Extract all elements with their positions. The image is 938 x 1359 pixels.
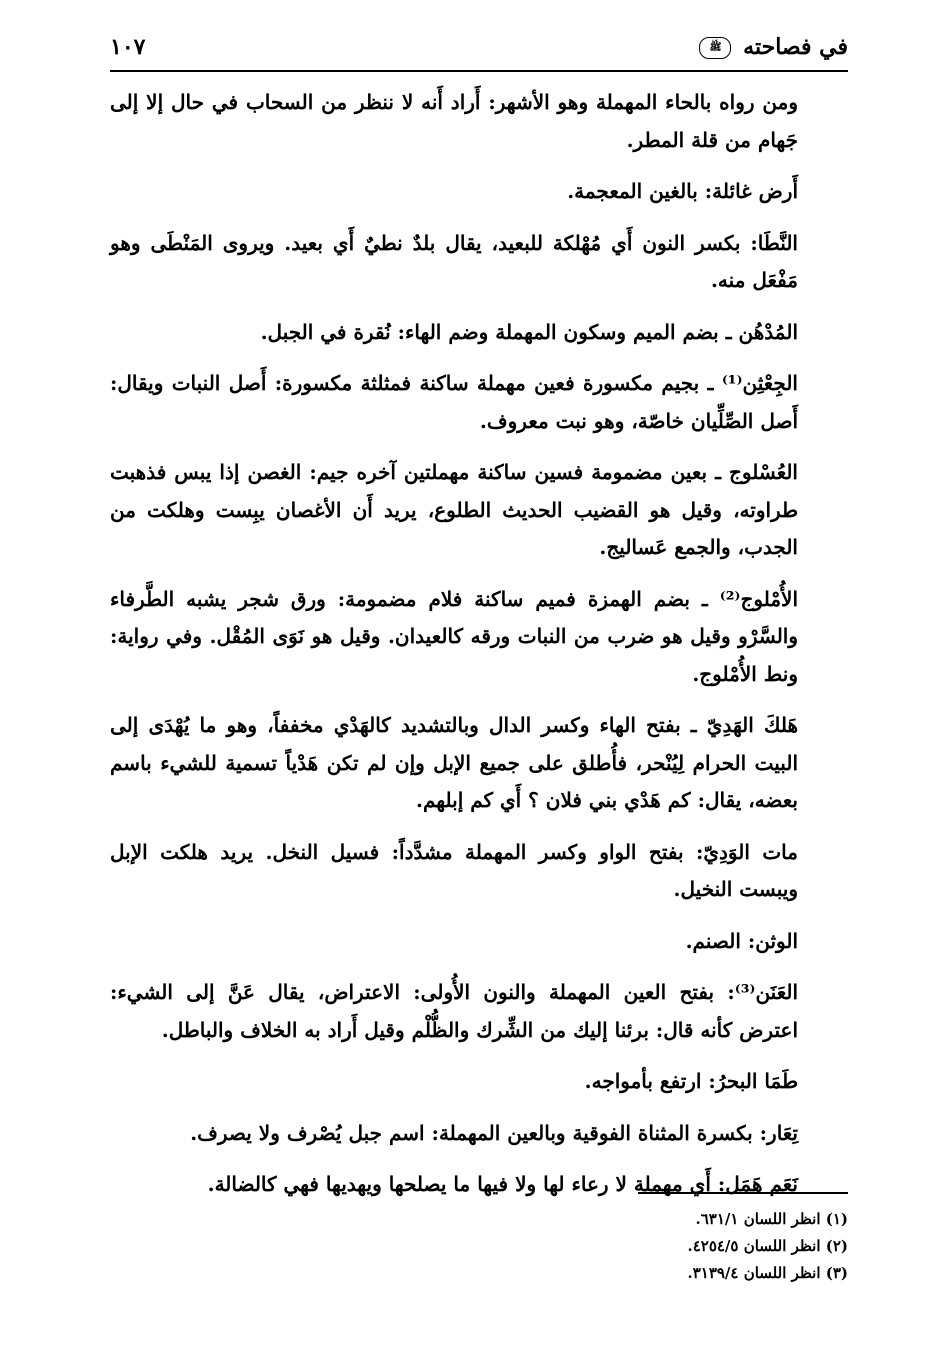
paragraph: مات الوَدِيّ: بفتح الواو وكسر المهملة مشدَّداً: فسيل النخل. يريد هلكت الإبل ويبست النخيل. bbox=[110, 839, 798, 901]
paragraph: الوثن: الصنم. bbox=[685, 928, 798, 953]
paragraph: العُسْلوج ـ بعين مضمومة فسين ساكنة مهملتين آخره جيم: الغصن إذا يبس فذهبت طراوته، وقيل هو القضيب الحديث الطلوع، يريد أَن الأغصان يبِست وهلكت من الجدب، والجمع عَساليج. bbox=[110, 460, 798, 559]
running-header bbox=[110, 28, 848, 68]
paragraph: العَنَن⁽³⁾: بفتح العين المهملة والنون الأُولى: الاعتراض، يقال عَنَّ إلى الشيء: اعترض كأنه قال: برئنا إليك من الشِّرك والظُّلْم وقيل أَراد به الخلاف والباطل. bbox=[110, 980, 798, 1042]
paragraph: تِعَار: بكسرة المثناة الفوقية وبالعين المهملة: اسم جبل يُصْرف ولا يصرف. bbox=[190, 1120, 798, 1145]
footnotes bbox=[687, 1206, 848, 1287]
paragraph: هَلكَ الهَدِيّ ـ بفتح الهاء وكسر الدال وبالتشديد كالهَدْي مخففاً، وهو ما يُهْدَى إلى البيت الحرام لِيُنْحر، فأُطلق على جميع الإبل وإن لم تكن هَدْياً تسمية للشيء باسم بعضه، يقال: كم هَدْي بني فلان ؟ أَي كم إبلهم. bbox=[110, 713, 798, 812]
paragraph: الأُمْلوج⁽²⁾ ـ بضم الهمزة فميم ساكنة فلام مضمومة: ورق شجر يشبه الطَّرفاء والسَّرْو وقيل هو ضرب من النبات ورقه كالعيدان. وقيل هو نَوَى المُقْل. وفي رواية: ونط الأُمْلوج. bbox=[110, 586, 798, 686]
footnote: (٢) انظر اللسان ٤٢٥٤/٥. bbox=[687, 1237, 848, 1255]
paragraph: الجِعْثِن⁽¹⁾ ـ بجيم مكسورة فعين مهملة ساكنة فمثلثة مكسورة: أَصل النبات ويقال: أَصل الصِّلِّيان خاصّة، وهو نبت معروف. bbox=[110, 371, 798, 433]
honorific-seal: ﷺ bbox=[699, 37, 731, 59]
paragraph: ومن رواه بالحاء المهملة وهو الأشهر: أَراد أَنه لا ننظر من السحاب في حال إلا إلى جَهام من قلة المطر. bbox=[110, 90, 798, 152]
paragraph: أَرض غائلة: بالغين المعجمة. bbox=[567, 179, 798, 203]
paragraph: طَمَا البحرُ: ارتفع بأمواجه. bbox=[584, 1069, 798, 1093]
paragraph: النَّطَا: بكسر النون أَي مُهْلكة للبعيد، يقال بلدٌ نطيٌ أَي بعيد. ويروى المَنْطَى وهو مَفْعَل منه. bbox=[110, 230, 798, 292]
header-title-text: في فصاحته bbox=[743, 34, 848, 60]
paragraph: المُدْهُن ـ بضم الميم وسكون المهملة وضم الهاء: نُقرة في الجبل. bbox=[260, 319, 798, 344]
page-number: ١٠٧ bbox=[110, 34, 146, 60]
paragraph: نَعَم هَمَل: أَي مهملة لا رعاء لها ولا فيها ما يصلحها ويهديها فهي كالضالة. bbox=[207, 1172, 798, 1196]
main-text bbox=[110, 84, 848, 1218]
footnote: (٣) انظر اللسان ٣١٣٩/٤. bbox=[687, 1264, 848, 1282]
header-title bbox=[699, 34, 848, 60]
footnote: (١) انظر اللسان ٦٣١/١. bbox=[695, 1210, 848, 1228]
header-rule bbox=[110, 70, 848, 72]
footnote-rule bbox=[638, 1192, 848, 1194]
